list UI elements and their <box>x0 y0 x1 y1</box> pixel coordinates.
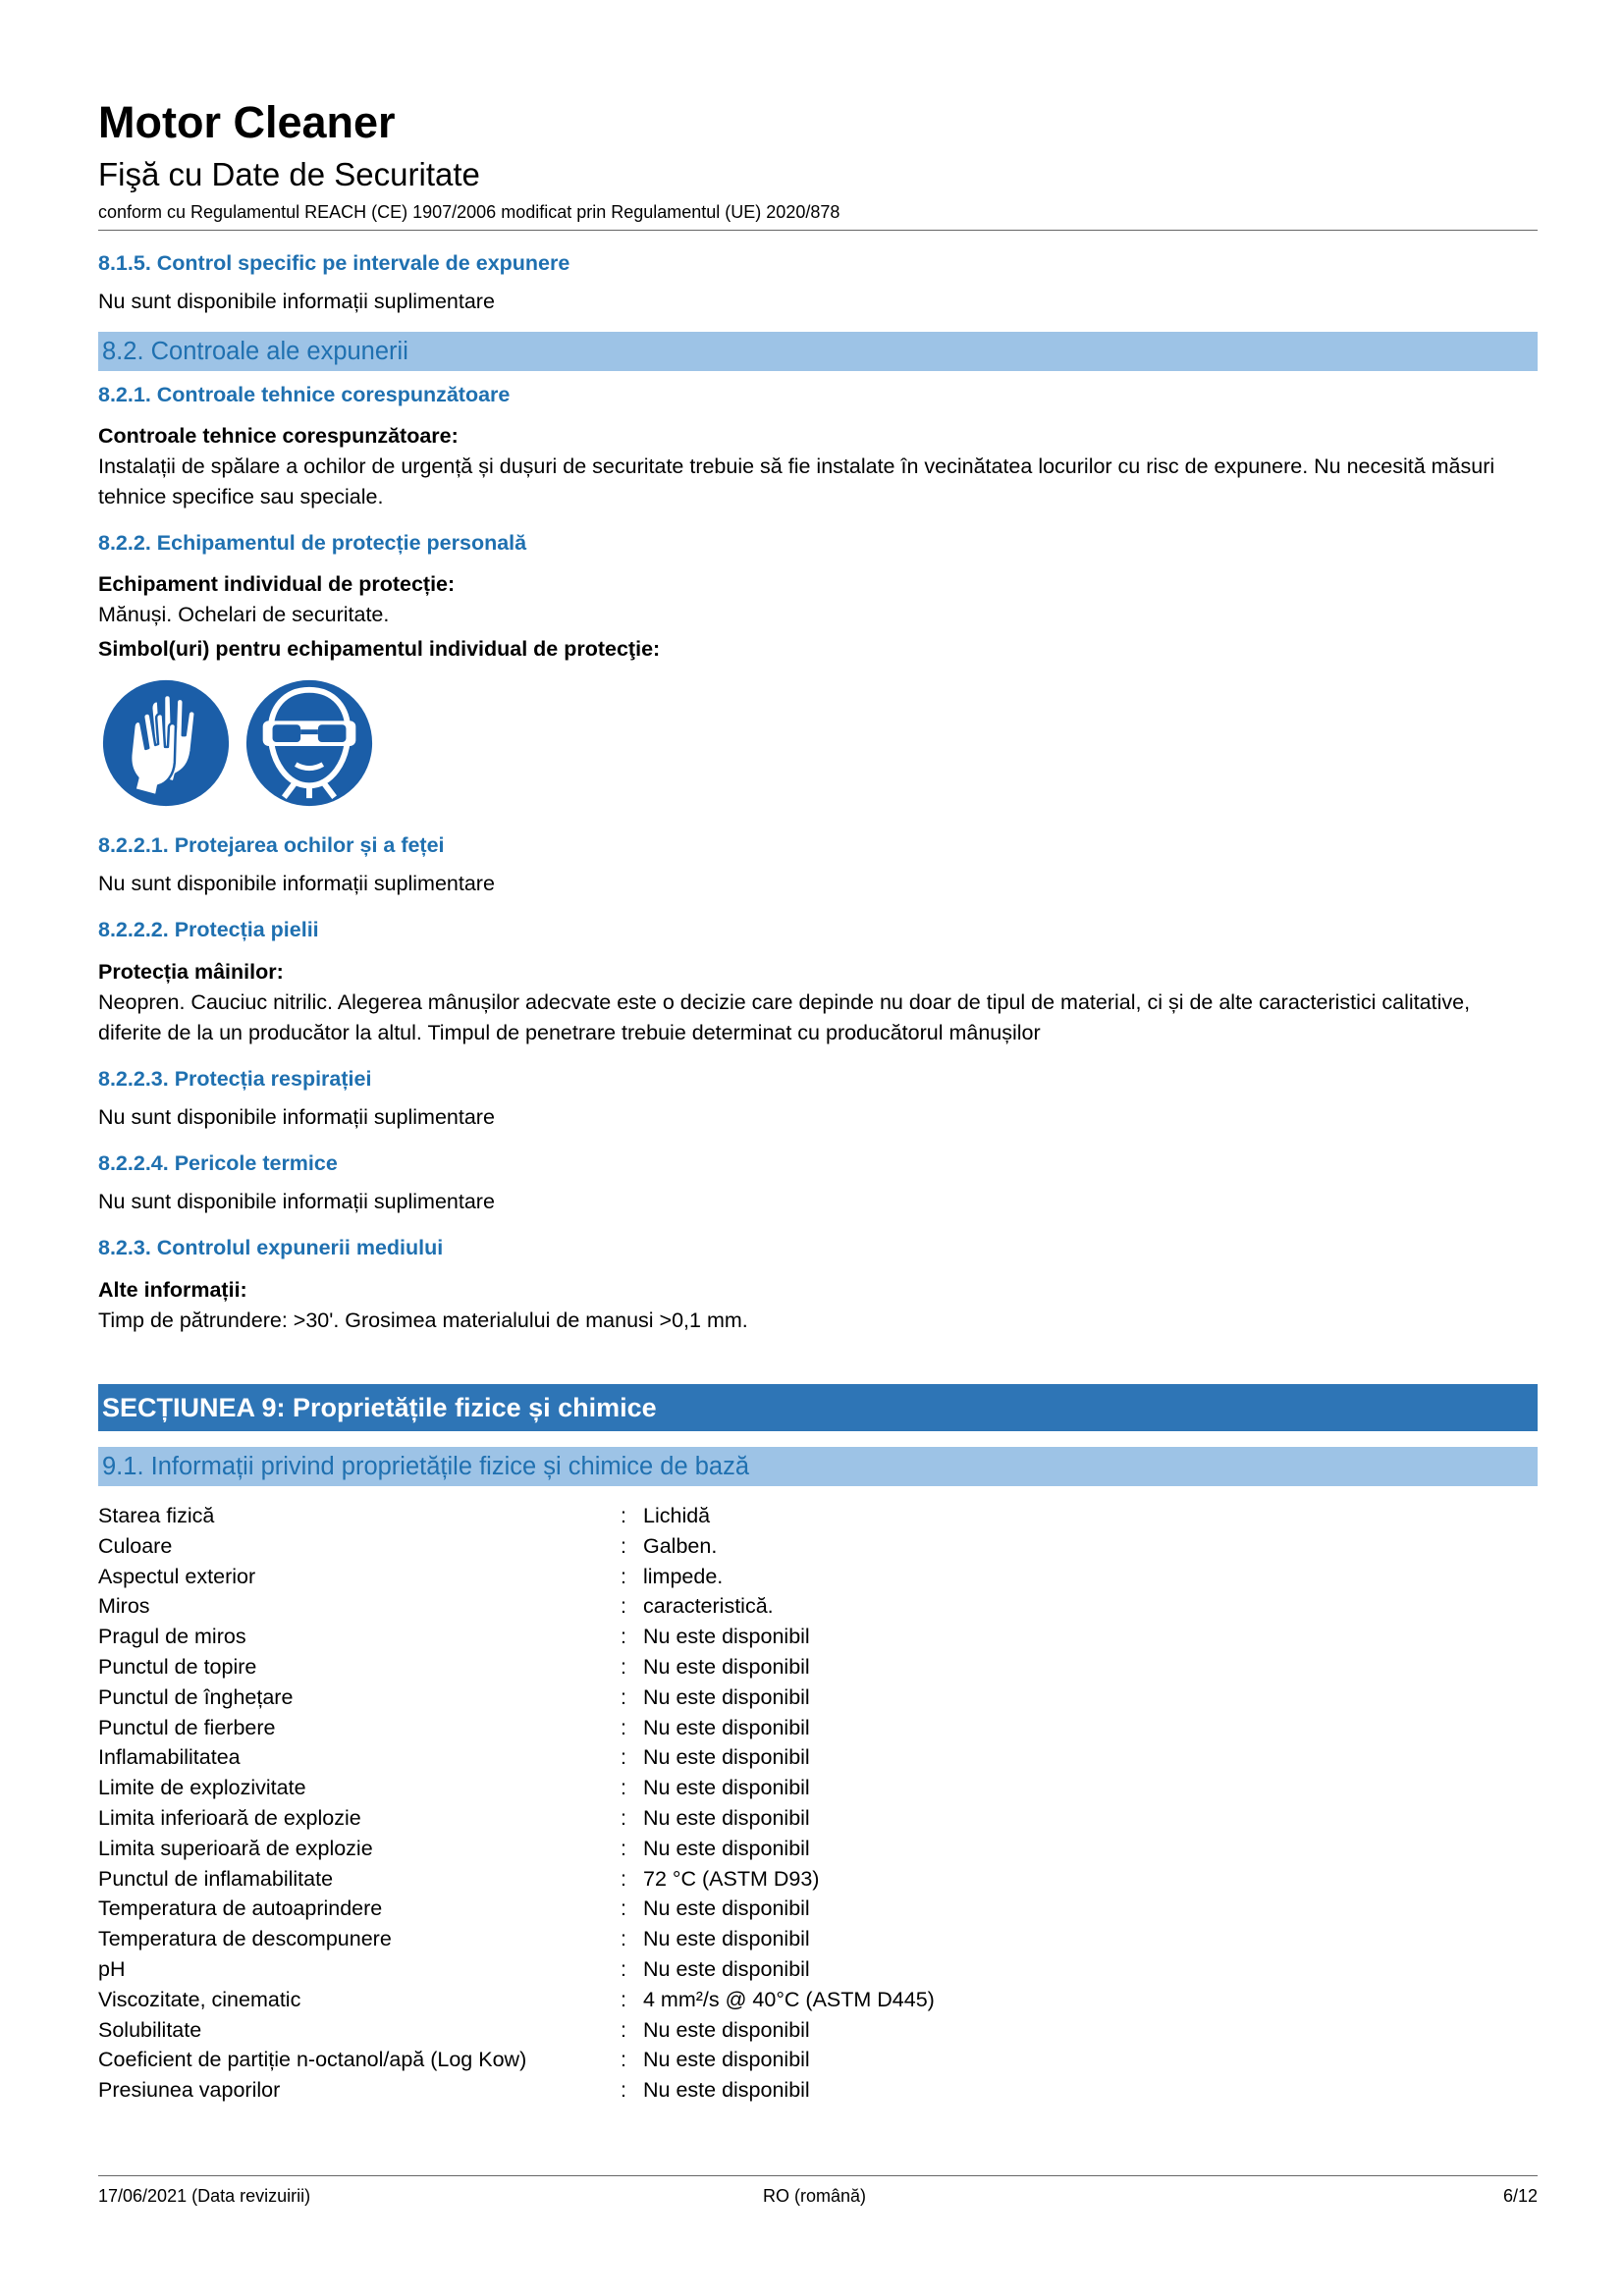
property-value: Nu este disponibil <box>643 1896 810 1921</box>
property-name: Culoare <box>98 1533 173 1558</box>
text-8-1-5: Nu sunt disponibile informații suplimentare <box>98 290 495 313</box>
table-row: Solubilitate : Nu este disponibil <box>98 2015 1538 2046</box>
property-name: Viscozitate, cinematic <box>98 1987 301 2011</box>
table-row: Limita superioară de explozie : Nu este disponibil <box>98 1834 1538 1864</box>
property-value: Nu este disponibil <box>643 1654 810 1679</box>
property-name: Solubilitate <box>98 2017 202 2042</box>
heading-8-2-2-1: 8.2.2.1. Protejarea ochilor și a feței <box>98 833 445 857</box>
table-row: Culoare : Galben. <box>98 1531 1538 1562</box>
label-ppe-symbols: Simbol(uri) pentru echipamentul individual de protecţie: <box>98 637 661 661</box>
property-value: Nu este disponibil <box>643 1684 810 1709</box>
regulation-note: conform cu Regulamentul REACH (CE) 1907/2006 modificat prin Regulamentul (UE) 2020/878 <box>98 202 840 222</box>
property-value: Nu este disponibil <box>643 1927 810 1951</box>
properties-table <box>98 1501 1538 2106</box>
table-row: pH : Nu este disponibil <box>98 1954 1538 1985</box>
text-8-2-2-2: Neopren. Cauciuc nitrilic. Alegerea mânușilor adecvate este o decizie care depinde nu doar de tipul de material, ci și de alte caracteristici calitative, diferite de la un producător la altul. Timpul de penetrare trebuie determinat cu producătorul mânușilor <box>98 990 1471 1044</box>
section-bar-9-1: 9.1. Informații privind proprietățile fizice și chimice de bază <box>98 1447 1538 1486</box>
property-name: Punctul de inflamabilitate <box>98 1866 334 1891</box>
property-name: Miros <box>98 1594 150 1619</box>
table-row: Punctul de înghețare : Nu este disponibil <box>98 1682 1538 1713</box>
property-value: Nu este disponibil <box>643 2017 810 2042</box>
table-row: Punctul de topire : Nu este disponibil <box>98 1652 1538 1682</box>
label-8-2-2-2: Protecția mâinilor: <box>98 960 284 984</box>
table-row: Temperatura de descompunere : Nu este disponibil <box>98 1924 1538 1954</box>
property-value: caracteristică. <box>643 1594 774 1619</box>
heading-8-2-2-4: 8.2.2.4. Pericole termice <box>98 1151 338 1175</box>
table-row: Punctul de fierbere : Nu este disponibil <box>98 1713 1538 1743</box>
property-name: Aspectul exterior <box>98 1564 256 1588</box>
heading-8-2-2-2: 8.2.2.2. Protecția pielii <box>98 918 319 941</box>
heading-8-2-1: 8.2.1. Controale tehnice corespunzătoare <box>98 383 511 406</box>
label-8-2-3: Alte informații: <box>98 1278 247 1302</box>
text-8-2-2-3: Nu sunt disponibile informații suplimentare <box>98 1105 495 1129</box>
property-name: Limita superioară de explozie <box>98 1836 373 1860</box>
document-content <box>98 245 1538 2106</box>
property-value: Nu este disponibil <box>643 1805 810 1830</box>
revision-date: 17/06/2021 (Data revizuirii) <box>98 2186 311 2206</box>
text-8-2-2: Mănuși. Ochelari de securitate. <box>98 603 390 626</box>
property-name: Punctul de înghețare <box>98 1684 294 1709</box>
document-title: Motor Cleaner <box>98 97 396 147</box>
property-name: Starea fizică <box>98 1504 215 1527</box>
table-row: Miros : caracteristică. <box>98 1591 1538 1622</box>
property-name: pH <box>98 1956 126 1981</box>
property-name: Presiunea vaporilor <box>98 2078 281 2103</box>
table-row: Punctul de inflamabilitate : 72 °C (ASTM D93) <box>98 1864 1538 1895</box>
heading-8-2-2-3: 8.2.2.3. Protecția respirației <box>98 1067 372 1091</box>
property-name: Temperatura de descompunere <box>98 1927 392 1951</box>
gloves-icon <box>98 675 234 811</box>
property-name: Inflamabilitatea <box>98 1745 241 1770</box>
table-row: Limita inferioară de explozie : Nu este disponibil <box>98 1803 1538 1834</box>
property-value: Nu este disponibil <box>643 1836 810 1860</box>
footer-divider <box>98 2175 1538 2176</box>
document-subtitle: Fişă cu Date de Securitate <box>98 156 480 192</box>
text-8-2-3: Timp de pătrundere: >30'. Grosimea materialului de manusi >0,1 mm. <box>98 1308 748 1332</box>
table-row: Viscozitate, cinematic : 4 mm²/s @ 40°C (ASTM D445) <box>98 1985 1538 2015</box>
page-number: 6/12 <box>1502 2186 1538 2206</box>
property-value: Nu este disponibil <box>643 1745 810 1770</box>
property-value: 4 mm²/s @ 40°C (ASTM D445) <box>643 1987 935 2011</box>
table-row: Limite de explozivitate : Nu este disponibil <box>98 1773 1538 1803</box>
label-8-2-1: Controale tehnice corespunzătoare: <box>98 424 459 448</box>
heading-8-2-2: 8.2.2. Echipamentul de protecție personală <box>98 531 527 555</box>
table-row: Pragul de miros : Nu este disponibil <box>98 1622 1538 1652</box>
property-name: Pragul de miros <box>98 1625 246 1649</box>
property-name: Punctul de topire <box>98 1654 257 1679</box>
property-name: Coeficient de partiție n-octanol/apă (Log Kow) <box>98 2048 527 2072</box>
table-row: Starea fizică : Lichidă <box>98 1501 1538 1531</box>
safety-goggles-icon <box>242 675 377 811</box>
table-row: Coeficient de partiție n-octanol/apă (Log Kow) : Nu este disponibil <box>98 2045 1538 2075</box>
text-8-2-2-4: Nu sunt disponibile informații suplimentare <box>98 1190 495 1213</box>
property-name: Temperatura de autoaprindere <box>98 1896 383 1921</box>
property-value: Galben. <box>643 1533 718 1558</box>
property-value: limpede. <box>643 1564 724 1588</box>
table-row: Presiunea vaporilor : Nu este disponibil <box>98 2075 1538 2106</box>
header-divider <box>98 230 1538 231</box>
property-name: Punctul de fierbere <box>98 1715 276 1739</box>
text-8-2-1: Instalații de spălare a ochilor de urgență și dușuri de securitate trebuie să fie instalate în vecinătatea locurilor cu risc de expunere. Nu necesită măsuri tehnice specifice sau speciale. <box>98 454 1495 508</box>
property-name: Limite de explozivitate <box>98 1776 306 1800</box>
property-value: Nu este disponibil <box>643 1776 810 1800</box>
section-bar-8-2: 8.2. Controale ale expunerii <box>98 332 1538 371</box>
ppe-symbols <box>98 675 1538 813</box>
property-value: Nu este disponibil <box>643 1625 810 1649</box>
table-row: Inflamabilitatea : Nu este disponibil <box>98 1742 1538 1773</box>
label-8-2-2: Echipament individual de protecție: <box>98 572 456 596</box>
text-8-2-2-1: Nu sunt disponibile informații suplimentare <box>98 872 495 895</box>
heading-8-2-3: 8.2.3. Controlul expunerii mediului <box>98 1236 444 1259</box>
table-row: Temperatura de autoaprindere : Nu este disponibil <box>98 1894 1538 1924</box>
document-language: RO (română) <box>763 2186 867 2206</box>
property-value: Nu este disponibil <box>643 1715 810 1739</box>
document-page <box>98 0 1538 2296</box>
property-value: Lichidă <box>643 1504 711 1527</box>
property-value: Nu este disponibil <box>643 1956 810 1981</box>
section-bar-9: SECȚIUNEA 9: Proprietățile fizice și chimice <box>98 1384 1538 1431</box>
property-value: Nu este disponibil <box>643 2048 810 2072</box>
property-name: Limita inferioară de explozie <box>98 1805 361 1830</box>
property-value: 72 °C (ASTM D93) <box>643 1866 820 1891</box>
property-value: Nu este disponibil <box>643 2078 810 2103</box>
table-row: Aspectul exterior : limpede. <box>98 1562 1538 1592</box>
heading-8-1-5: 8.1.5. Control specific pe intervale de expunere <box>98 251 570 275</box>
